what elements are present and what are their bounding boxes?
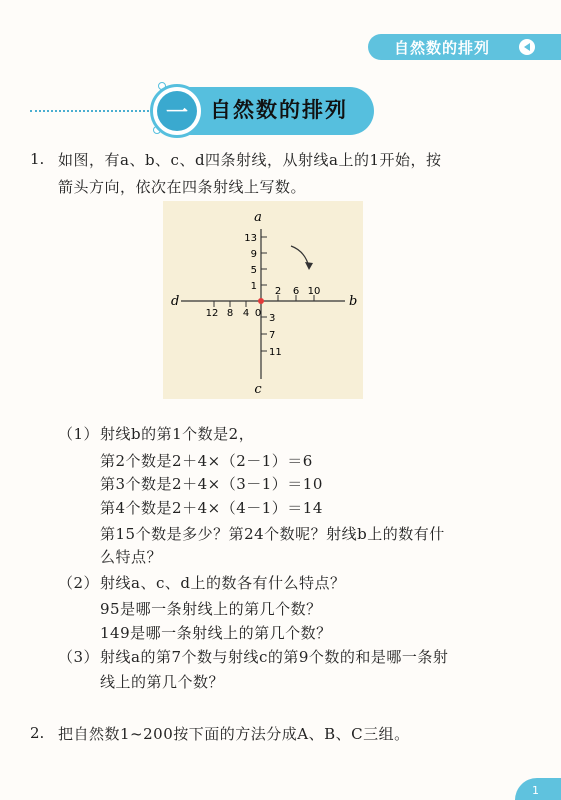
- sub3-line1: 射线a的第7个数与射线c的第9个数的和是哪一条射: [100, 648, 449, 666]
- d-value-4: 4: [242, 308, 250, 319]
- q1-line2: 箭头方向，依次在四条射线上写数。: [58, 178, 307, 196]
- header-title: 自然数的排列: [394, 38, 491, 57]
- ray-d-label: d: [171, 294, 180, 309]
- a-value-5: 5: [250, 265, 257, 276]
- sub1-label: （1）: [58, 425, 100, 443]
- b-value-6: 6: [292, 286, 300, 297]
- rays-diagram: [163, 201, 363, 399]
- sub3-line2: 线上的第几个数？: [100, 673, 225, 691]
- q1-number: 1.: [30, 150, 45, 168]
- ray-a-label: a: [254, 210, 262, 225]
- c-value-7: 7: [269, 330, 276, 341]
- rays-figure: [163, 201, 363, 399]
- c-value-3: 3: [269, 313, 276, 324]
- page-number: 1: [532, 784, 539, 797]
- a-value-9: 9: [250, 249, 257, 260]
- sub3-label: （3）: [58, 648, 100, 666]
- origin-dot: [258, 298, 264, 304]
- b-value-2: 2: [274, 286, 282, 297]
- ray-c-label: c: [254, 382, 262, 397]
- sub1-line5: 第15个数是多少？第24个数呢？射线b上的数有什: [100, 525, 445, 543]
- dotted-divider: [30, 110, 165, 112]
- sub1-line6: 么特点？: [100, 548, 163, 566]
- q2-number: 2.: [30, 724, 45, 742]
- sub2-line1: 射线a、c、d上的数各有什么特点？: [100, 574, 346, 592]
- sub2-line2: 95是哪一条射线上的第几个数？: [100, 600, 322, 618]
- d-value-8: 8: [226, 308, 234, 319]
- sub2-line3: 149是哪一条射线上的第几个数？: [100, 624, 332, 642]
- origin-value: 0: [254, 308, 262, 319]
- c-value-11: 11: [269, 347, 282, 358]
- d-value-12: 12: [205, 308, 219, 319]
- b-value-10: 10: [307, 286, 321, 297]
- sub2-label: （2）: [58, 574, 100, 592]
- header-tab: [368, 34, 561, 60]
- q2-text: 把自然数1~200按下面的方法分成A、B、C三组。: [58, 725, 410, 743]
- section-title: 自然数的排列: [210, 98, 348, 122]
- sub1-line1: 射线b的第1个数是2，: [100, 425, 255, 443]
- q1-line1: 如图，有a、b、c、d四条射线，从射线a上的1开始，按: [58, 151, 442, 169]
- sub1-line4: 第4个数是2＋4×（4－1）＝14: [100, 499, 323, 517]
- section-number-badge: [150, 84, 204, 138]
- ray-b-label: b: [349, 294, 358, 309]
- a-value-1: 1: [250, 281, 257, 292]
- sub1-line2: 第2个数是2＋4×（2－1）＝6: [100, 452, 313, 470]
- sub1-line3: 第3个数是2＋4×（3－1）＝10: [100, 475, 323, 493]
- back-arrow-icon[interactable]: [519, 39, 535, 55]
- a-value-13: 13: [244, 233, 257, 244]
- section-number: 一: [157, 91, 197, 131]
